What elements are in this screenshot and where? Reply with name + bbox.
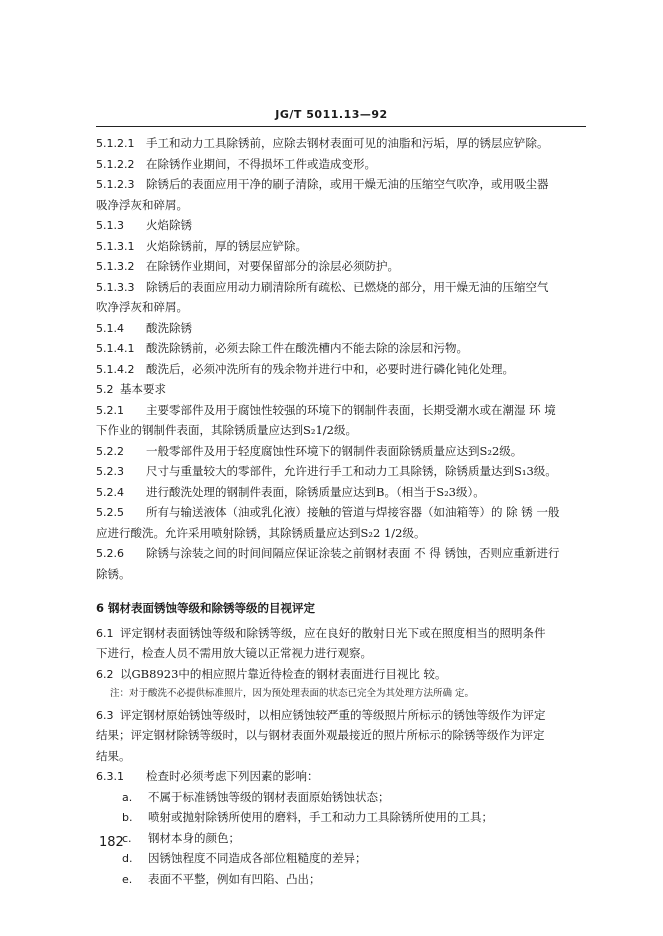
text-line: [96, 441, 588, 462]
clause-text: 进行酸洗处理的钢制件表面，除锈质量应达到B。（相当于S₂3级）。: [146, 484, 485, 499]
clause-text: 评定钢材原始锈蚀等级时，以相应锈蚀较严重的等级照片所标示的锈蚀等级作为评定: [120, 707, 546, 722]
note: 注：对于酸洗不必提供标准照片，因为预处理表面的状态已完全为其处理方法所确 定。: [110, 688, 475, 699]
text-line: [96, 133, 588, 154]
list-item: [96, 848, 588, 869]
list-item-label: c.: [122, 831, 132, 845]
text-line: [96, 236, 588, 257]
text-line: [96, 154, 588, 175]
clause-text: 火焰除锈前，厚的锈层应铲除。: [146, 238, 307, 253]
list-item-text: 因锈蚀程度不同造成各部位粗糙度的差异；: [148, 851, 367, 865]
clause-text: 除锈。: [96, 566, 131, 581]
page-header: JG/T 5011.13—92: [275, 108, 388, 121]
clause-number: 5.2.2: [96, 444, 124, 458]
clause-text: 吹净浮灰和碎屑。: [96, 300, 188, 314]
list-item-label: a.: [122, 790, 133, 804]
clause-number: 5.1.4: [96, 321, 124, 335]
text-line: [96, 215, 588, 236]
page-number: 182: [99, 835, 124, 850]
section-5: [96, 133, 588, 584]
clause-text: 主要零部件及用于腐蚀性较强的环境下的钢制件表面，长期受潮水或在潮湿 环 境: [146, 402, 556, 417]
text-line: [96, 318, 588, 339]
text-line: [96, 543, 588, 564]
clause-number: 5.1.3.3: [96, 280, 135, 294]
clause-text: 结果；评定钢材除锈等级时，以与钢材表面外观最接近的照片所标示的除锈等级作为评定: [96, 728, 545, 742]
clause-text: 在除锈作业期间，对要保留部分的涂层必须防护。: [146, 259, 399, 273]
list-item-label: b.: [122, 811, 133, 824]
text-line: [96, 523, 588, 544]
clause-number: 5.2: [96, 383, 114, 396]
clause-number: 5.1.3.2: [96, 260, 135, 273]
clause-text: 在除锈作业期间，不得损坏工件或造成变形。: [146, 156, 376, 171]
clause-number: 5.1.3.1: [96, 239, 135, 253]
list-item: [96, 807, 588, 828]
clause-number: 5.1.2.3: [96, 178, 135, 191]
clause-number: 5.1.3: [96, 219, 124, 232]
clause-number: 6.3: [96, 708, 114, 722]
text-line: [96, 725, 588, 746]
clause-text: 应进行酸洗。允许采用喷射除锈，其除锈质量应达到S₂2 1/2级。: [96, 525, 426, 540]
clause-text: 所有与输送液体（油或乳化液）接触的管道与焊接容器（如油箱等）的 除 锈 一般: [146, 505, 560, 519]
clause-text: 基本要求: [120, 382, 166, 396]
list-item-text: 喷射或抛射除锈所使用的磨料，手工和动力工具除锈所使用的工具；: [148, 810, 493, 824]
clause-text: 下进行，检查人员不需用放大镜以正常视力进行观察。: [96, 646, 372, 660]
clause-text: 酸洗后，必须冲洗所有的残余物并进行中和，必要时进行磷化钝化处理。: [146, 361, 514, 376]
clause-number: 5.1.2.2: [96, 157, 135, 171]
text-line: [96, 705, 588, 726]
clause-text: 下作业的钢制件表面，其除锈质量应达到S₂1/2级。: [96, 423, 357, 437]
text-line: [96, 482, 588, 503]
list-item-text: 表面不平整，例如有凹陷、凸出；: [148, 871, 321, 886]
factor-list: [96, 787, 588, 890]
clause-text: 酸洗除锈前，必须去除工件在酸洗槽内不能去除的涂层和污物。: [146, 341, 468, 355]
list-item: [96, 787, 588, 808]
clause-number: 5.2.4: [96, 485, 124, 499]
text-line: [96, 277, 588, 298]
text-line: [96, 359, 588, 380]
clause-number: 5.2.6: [96, 547, 124, 560]
clause-number: 5.1.2.1: [96, 137, 135, 150]
text-line: [96, 420, 588, 441]
text-line: [96, 766, 588, 787]
text-line: [96, 174, 588, 195]
text-line: [96, 297, 588, 318]
text-line: [96, 400, 588, 421]
clause-text: 手工和动力工具除锈前，应除去钢材表面可见的油脂和污垢，厚的锈层应铲除。: [146, 136, 549, 150]
list-item-text: 不属于标准锈蚀等级的钢材表面原始锈蚀状态；: [148, 789, 390, 804]
clause-text: 尺寸与重量较大的零部件，允许进行手工和动力工具除锈，除锈质量达到S₁3级。: [146, 464, 557, 478]
clause-number: 5.2.1: [96, 403, 124, 417]
text-line: [96, 379, 588, 400]
text-line: [96, 623, 588, 644]
clause-number: 6.2: [96, 667, 114, 681]
text-line: [96, 746, 588, 767]
section-6-lines: [96, 623, 588, 685]
clause-number: 5.2.5: [96, 506, 124, 519]
text-line: [96, 256, 588, 277]
clause-text: 检查时必须考虑下列因素的影响：: [146, 769, 319, 783]
header-rule: [96, 126, 586, 127]
clause-text: 评定钢材表面锈蚀等级和除锈等级，应在良好的散射日光下或在照度相当的照明条件: [120, 625, 546, 640]
clause-number: 5.1.4.1: [96, 342, 135, 355]
clause-text: 除锈与涂装之间的时间间隔应保证涂装之前钢材表面 不 得 锈蚀，否则应重新进行: [146, 546, 560, 560]
list-item: [96, 828, 588, 849]
clause-text: 结果。: [96, 748, 131, 763]
text-line: [96, 461, 588, 482]
text-line: [96, 564, 588, 585]
document-body: [96, 133, 588, 889]
list-item-label: d.: [122, 852, 133, 865]
text-line: [96, 502, 588, 523]
clause-number: 5.1.4.2: [96, 362, 135, 376]
clause-text: 火焰除锈: [146, 218, 192, 232]
list-item: [96, 869, 588, 890]
clause-text: 除锈后的表面应用干净的刷子清除，或用干燥无油的压缩空气吹净，或用吸尘器: [146, 177, 549, 191]
list-item-text: 钢材本身的颜色；: [148, 830, 240, 845]
clause-number: 6.1: [96, 626, 114, 640]
clause-text: 以GB8923中的相应照片靠近待检查的钢材表面进行目视比 较。: [120, 666, 447, 681]
clause-text: 酸洗除锈: [146, 320, 192, 335]
text-line: [96, 195, 588, 216]
text-line: [96, 338, 588, 359]
section-6-lines-2: [96, 705, 588, 787]
text-line: [96, 643, 588, 664]
text-line: [96, 664, 588, 685]
section-6-title: 6 钢材表面锈蚀等级和除锈等级的目视评定: [96, 601, 316, 615]
clause-text: 除锈后的表面应用动力刷清除所有疏松、已燃烧的部分，用干燥无油的压缩空气: [146, 279, 549, 294]
clause-text: 一般零部件及用于轻度腐蚀性环境下的钢制件表面除锈质量应达到S₂2级。: [146, 443, 523, 458]
clause-number: 6.3.1: [96, 770, 124, 783]
clause-text: 吸净浮灰和碎屑。: [96, 197, 188, 212]
clause-number: 5.2.3: [96, 465, 124, 478]
list-item-label: e.: [122, 872, 133, 886]
